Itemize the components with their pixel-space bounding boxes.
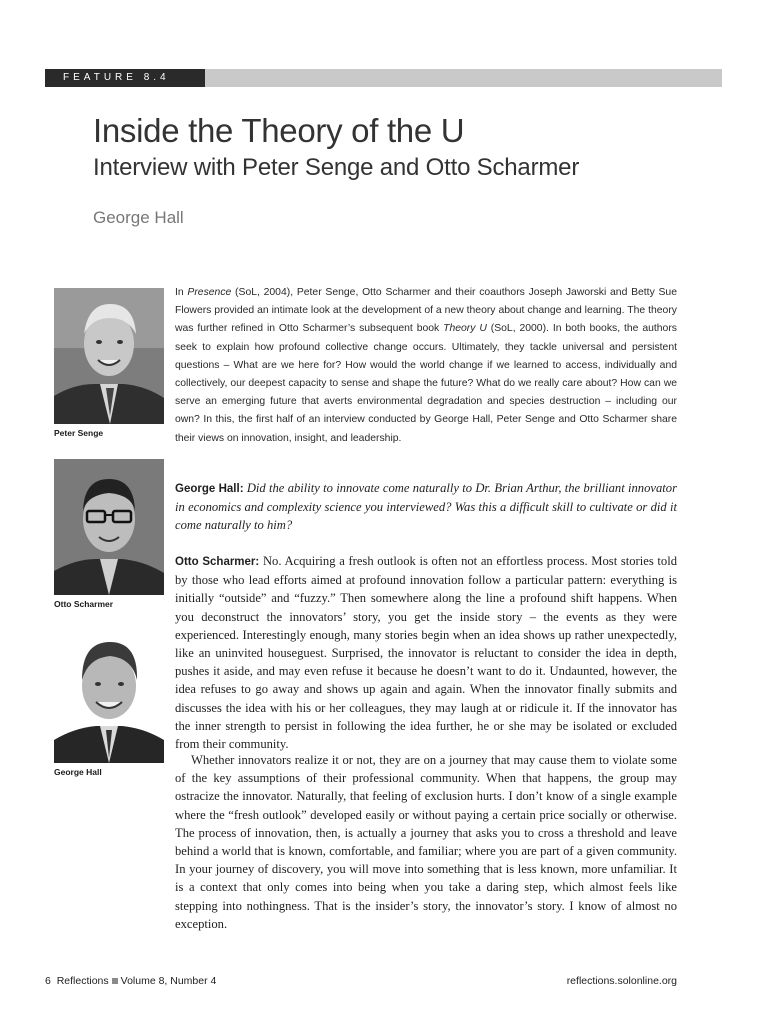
separator-square xyxy=(112,978,118,984)
photo-peter-senge xyxy=(54,288,164,424)
article-subtitle: Interview with Peter Senge and Otto Scharmer xyxy=(93,154,580,181)
caption-peter-senge: Peter Senge xyxy=(54,428,104,438)
answer-paragraph xyxy=(175,552,677,753)
article-title: Inside the Theory of the U xyxy=(93,112,465,149)
speaker-george-hall: George Hall: xyxy=(175,483,244,495)
feature-banner xyxy=(45,69,722,87)
page-number: 6 xyxy=(45,975,51,987)
feature-rule xyxy=(205,69,722,87)
answer-paragraph-2: Whether innovators realize it or not, they are on a journey that may cause them to violate some of the key assumptions of their professional community. When that happens, the group may ostracize the innovator. Naturally, that feeling of exclusion hurts. I don’t know of a single example where the “fresh outlook” developed easily or without paying a certain price socially or otherwise. The process of innovation, then, is actually a journey that asks you to cross a threshold and leave behind a world that is known, comfortable, and familiar; where you are part of a given community. In your journey of discovery, you will move into something that is less known, more unfamiliar. It is a context that only comes into being when you take a daring step, which almost feels like stepping into nothingness. That is the insider’s story, the innovator’s story. I know of almost no exception. xyxy=(175,753,677,931)
photo-george-hall xyxy=(54,628,164,763)
footer-folio xyxy=(45,975,216,987)
article-author: George Hall xyxy=(93,208,184,227)
caption-george-hall: George Hall xyxy=(54,767,102,777)
book-title-theory-u: Theory U xyxy=(443,323,487,335)
feature-label: FEATURE 8.4 xyxy=(45,69,205,87)
photo-otto-scharmer xyxy=(54,459,164,595)
question-text: Did the ability to innovate come naturally to Dr. Brian Arthur, the brilliant innovator in economics and complexity science you interviewed? Was this a difficult skill to cultivate or did it come naturally to him? xyxy=(175,481,677,533)
answer-text: No. Acquiring a fresh outlook is often not an effortless process. Most stories told by those who lead efforts aimed at profound innovation follow a particular pattern: everything is initially “outside” and “fuzzy.” Then somewhere along the line a profound shift happens. When you deconstruct the innovators’ story, you get the inside story – the events as they were experienced. Interestingly enough, many stories begin when an idea shows up rather unexpectedly, like an uninvited houseguest. Surprised, the innovator is reluctant to consider the idea in depth, pushes it aside, and may even refuse it because he doesn’t want to do it. Undaunted, however, the idea refuses to go away and shows up again and again. When the innovator finally submits and discusses the idea with his or her colleagues, they may laugh at or ridicule it. If the innovator has the inner strength to persist in following the idea further, he or she may be isolated or excluded from their community. xyxy=(175,554,678,752)
publication-name: Reflections xyxy=(56,975,109,987)
caption-otto-scharmer: Otto Scharmer xyxy=(54,599,114,609)
question-paragraph xyxy=(175,479,677,535)
volume-info: Volume 8, Number 4 xyxy=(120,975,217,987)
intro-paragraph: In Presence (SoL, 2004), Peter Senge, Otto Scharmer and their coauthors Joseph Jaworski and Betty Sue Flowers provided an intimate look at the development of a new theory about change and learning. The theory was further refined in Otto Scharmer’s subsequent book Theory U (SoL, 2000). In both books, the authors seek to explain how profound collective change occurs. Ultimately, they tackle universal and persistent questions – What are we here for? How would the world change if we learned to access, individually and collectively, our deepest capacity to sense and shape the future? What do we really care about? How can we serve an emerging future that averts environmental degradation and species destruction – including our own? In this, the first half of an interview conducted by George Hall, Peter Senge and Otto Scharmer share their views on innovation, insight, and leadership. xyxy=(175,287,677,444)
speaker-otto-scharmer: Otto Scharmer: xyxy=(175,556,260,568)
book-title-presence: Presence xyxy=(187,287,232,298)
footer-url[interactable]: reflections.solonline.org xyxy=(566,975,677,987)
